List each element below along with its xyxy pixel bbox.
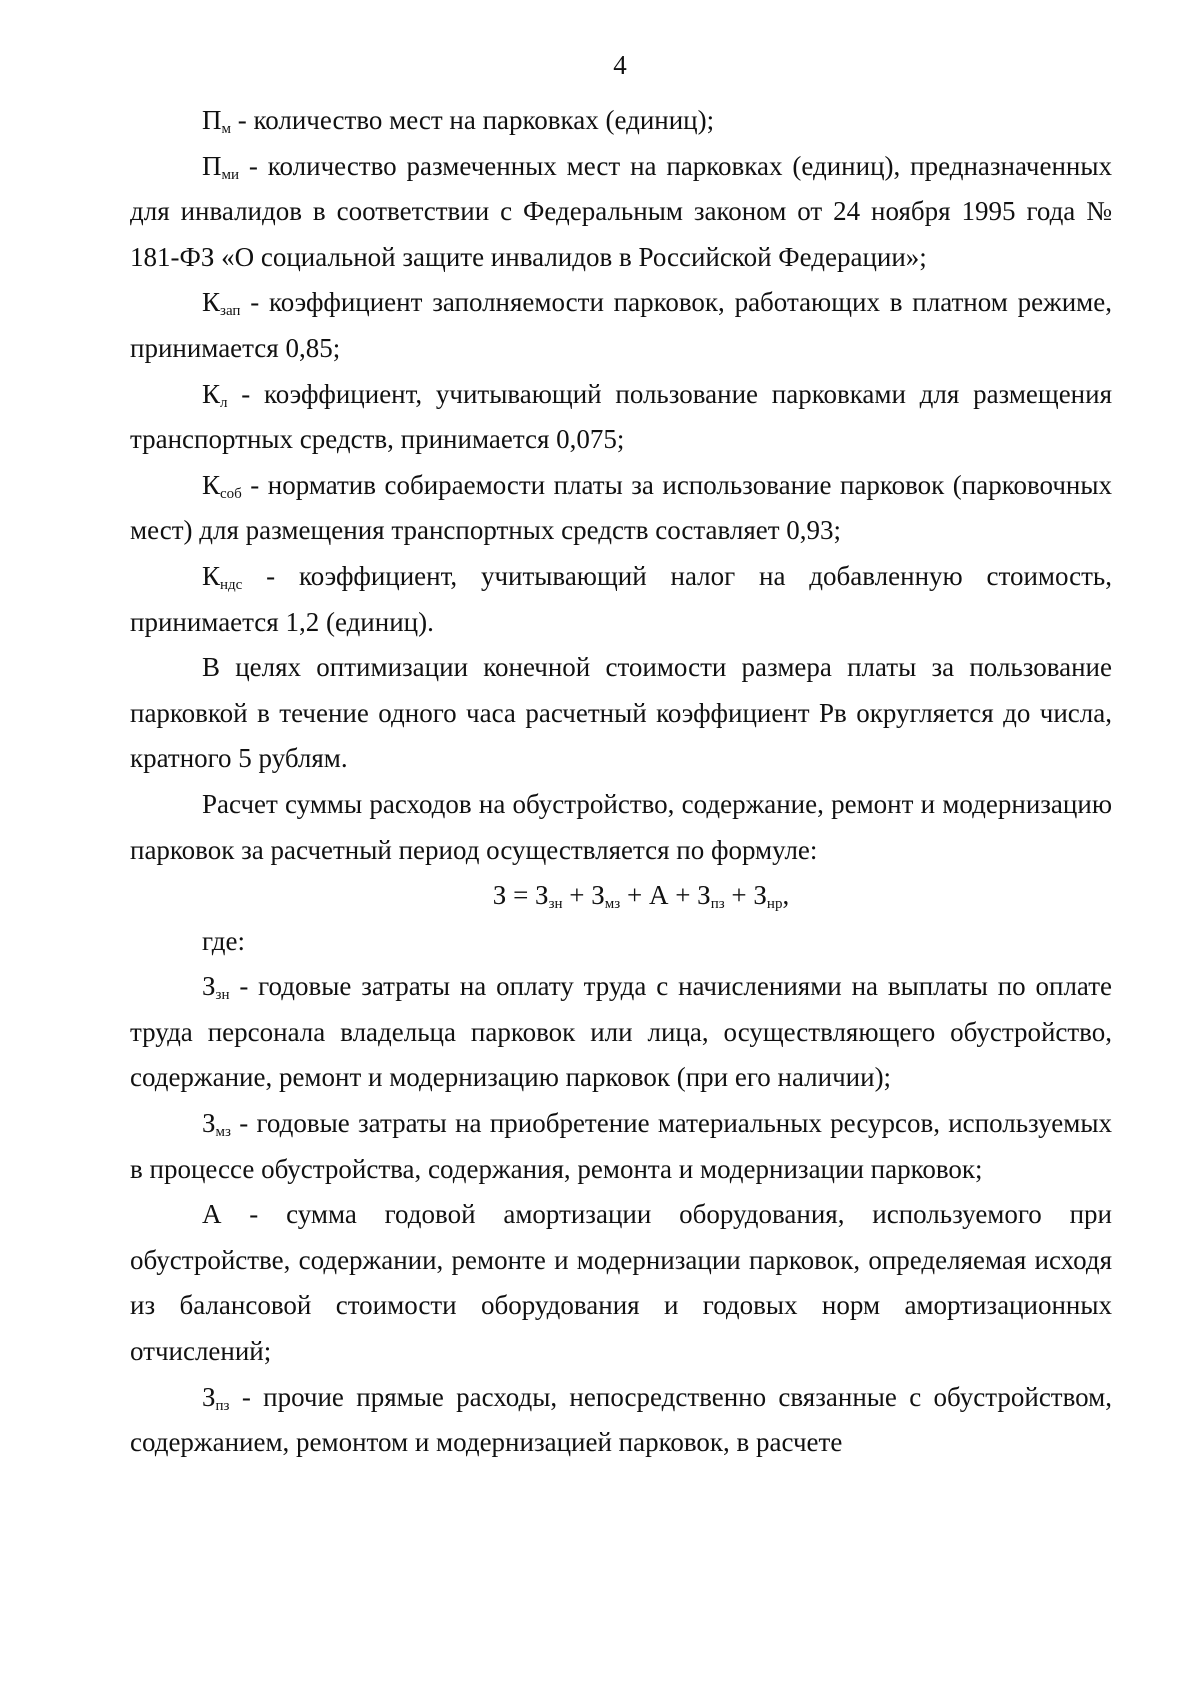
- definition-kl: $К_л$ - коэффициент, учитывающий пользование парковками для размещения транспортных средств, принимается 0,075;: [130, 378, 1112, 455]
- definition-zzn: $З_{зн}$ - годовые затраты на оплату труда с начислениями на выплаты по оплате труда персонала владельца парковок или лица, осуществляющего обустройство, содержание, ремонт и модернизацию парковок (при его наличии);: [130, 971, 1112, 1093]
- definition-pmi: $П_{ми}$ - количество размеченных мест на парковках (единиц), предназначенных для инвалидов в соответствии с Федеральным законом от 24 ноября 1995 года № 181-ФЗ «О социальной защите инвалидов в Российской Федерации»;: [130, 150, 1112, 272]
- rounding-paragraph: В целях оптимизации конечной стоимости размера платы за пользование парковкой в течение одного часа расчетный коэффициент Рв округляется до числа, кратного 5 рублям.: [130, 652, 1112, 774]
- definition-a: А - сумма годовой амортизации оборудования, используемого при обустройстве, содержании, ремонте и модернизации парковок, определяемая исходя из балансовой стоимости оборудования и годовых норм амортизационных отчислений;: [130, 1199, 1112, 1367]
- page-number: 4: [613, 50, 627, 80]
- definition-kzap: $К_{зап}$ - коэффициент заполняемости парковок, работающих в платном режиме, принимается 0,85;: [130, 287, 1112, 363]
- document-body: [130, 98, 1112, 1466]
- definition-zpz: $З_{пз}$ - прочие прямые расходы, непосредственно связанные с обустройством, содержанием, ремонтом и модернизацией парковок, в расчете: [130, 1381, 1112, 1458]
- definition-zmz: $З_{мз}$ - годовые затраты на приобретение материальных ресурсов, используемых в процессе обустройства, содержания, ремонта и модернизации парковок;: [130, 1108, 1112, 1184]
- cost-formula: $З = З_{зн} + З_{мз} + А + З_{пз} + З_{нр}$,: [492, 880, 790, 913]
- calculation-intro-paragraph: Расчет суммы расходов на обустройство, содержание, ремонт и модернизацию парковок за расчетный период осуществляется по формуле:: [130, 788, 1112, 865]
- definition-pm: $П_м$ - количество мест на парковках (единиц);: [202, 105, 715, 137]
- where-label: где:: [202, 925, 245, 956]
- definition-ksob: $К_{соб}$ - норматив собираемости платы за использование парковок (парковочных мест) для размещения транспортных средств составляет 0,93;: [130, 469, 1112, 546]
- definition-knds: $К_{ндс}$ - коэффициент, учитывающий налог на добавленную стоимость, принимается 1,2 (единиц).: [130, 560, 1112, 637]
